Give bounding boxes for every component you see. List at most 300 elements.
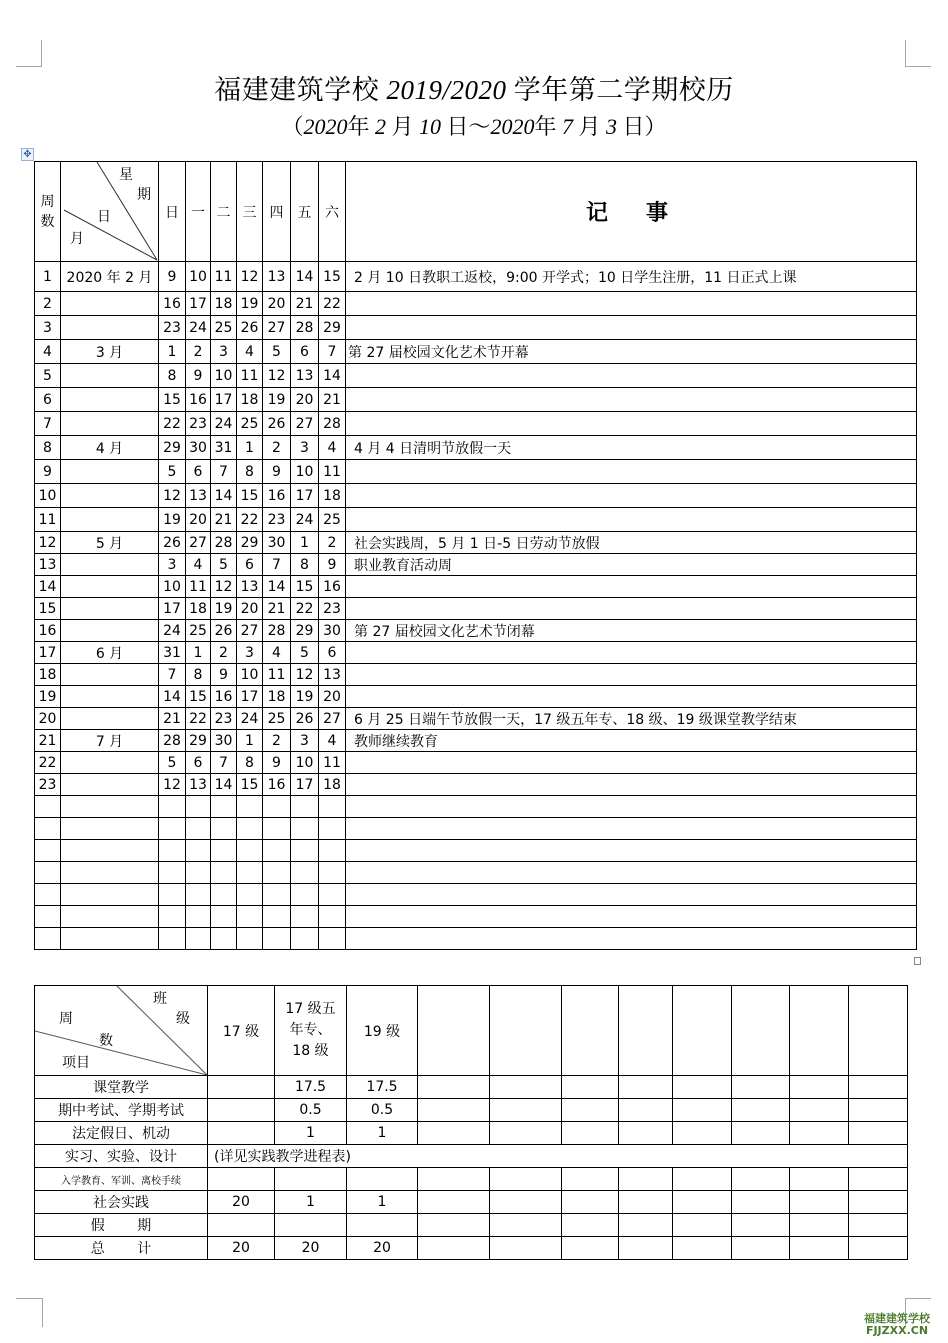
calendar-week-row — [35, 576, 917, 598]
month-cell — [61, 508, 159, 532]
calendar-blank-row — [35, 928, 917, 950]
month-cell — [61, 388, 159, 412]
day-cell: 22 — [291, 598, 319, 620]
day-cell: 11 — [319, 752, 346, 774]
summary-value-cell — [347, 1214, 418, 1237]
summary-item-label: 课堂教学 — [35, 1076, 208, 1099]
day-cell: 19 — [291, 686, 319, 708]
week-number-cell: 3 — [35, 316, 61, 340]
diagonal-header-cell — [61, 162, 159, 262]
day-cell: 4 — [319, 436, 346, 460]
four-arrow-move-icon[interactable]: ✥ — [21, 148, 34, 161]
diag-label-ri: 日 — [97, 209, 111, 225]
note-cell — [346, 664, 917, 686]
empty-cell — [211, 840, 237, 862]
summary-value-cell: 17.5 — [347, 1076, 418, 1099]
summary-value-cell — [275, 1168, 347, 1191]
empty-cell — [186, 862, 211, 884]
class-header-line: 17 级五 — [285, 1001, 336, 1017]
summary-value-cell: 0.5 — [347, 1099, 418, 1122]
day-cell: 7 — [159, 664, 186, 686]
empty-cell — [849, 1076, 908, 1099]
page-title — [0, 68, 948, 107]
empty-cell — [159, 796, 186, 818]
empty-cell — [237, 818, 263, 840]
empty-cell — [418, 1237, 490, 1260]
day-cell: 5 — [211, 554, 237, 576]
empty-cell — [790, 1237, 849, 1260]
calendar-week-row — [35, 388, 917, 412]
calendar-blank-row — [35, 884, 917, 906]
day-cell: 22 — [319, 292, 346, 316]
summary-item-label: 总 计 — [35, 1237, 208, 1260]
day-cell: 6 — [237, 554, 263, 576]
day-cell: 29 — [291, 620, 319, 642]
calendar-week-row — [35, 642, 917, 664]
empty-cell — [346, 884, 917, 906]
empty-cell — [263, 840, 291, 862]
day-cell: 23 — [211, 708, 237, 730]
day-cell: 13 — [263, 262, 291, 292]
week-number-cell: 17 — [35, 642, 61, 664]
day-cell: 12 — [263, 364, 291, 388]
day-cell: 8 — [186, 664, 211, 686]
empty-cell — [562, 1099, 619, 1122]
empty-cell — [673, 986, 732, 1076]
diag-label-ji: 级 — [176, 1011, 190, 1027]
empty-cell — [732, 1168, 790, 1191]
note-cell — [346, 316, 917, 340]
summary-row — [35, 1191, 908, 1214]
day-cell: 30 — [263, 532, 291, 554]
empty-cell — [186, 818, 211, 840]
day-cell: 13 — [291, 364, 319, 388]
empty-cell — [849, 1214, 908, 1237]
empty-cell — [790, 1076, 849, 1099]
class-header-line: 18 级 — [292, 1043, 329, 1059]
day-cell: 29 — [319, 316, 346, 340]
empty-cell — [237, 840, 263, 862]
day-cell: 3 — [159, 554, 186, 576]
day-cell: 1 — [237, 436, 263, 460]
day-cell: 11 — [211, 262, 237, 292]
week-number-cell: 10 — [35, 484, 61, 508]
month-cell — [61, 484, 159, 508]
month-cell — [61, 554, 159, 576]
day-cell: 16 — [319, 576, 346, 598]
week-number-cell: 7 — [35, 412, 61, 436]
month-cell: 7 月 — [61, 730, 159, 752]
day-cell: 22 — [237, 508, 263, 532]
day-cell: 20 — [186, 508, 211, 532]
week-number-cell: 11 — [35, 508, 61, 532]
summary-value-cell — [208, 1214, 275, 1237]
calendar-week-row — [35, 340, 917, 364]
day-cell: 15 — [186, 686, 211, 708]
empty-cell — [562, 1214, 619, 1237]
day-cell: 3 — [291, 730, 319, 752]
empty-cell — [159, 840, 186, 862]
day-cell: 15 — [159, 388, 186, 412]
empty-cell — [291, 928, 319, 950]
day-cell: 17 — [237, 686, 263, 708]
empty-cell — [211, 884, 237, 906]
empty-cell — [211, 906, 237, 928]
empty-cell — [35, 862, 61, 884]
summary-value-cell — [208, 1076, 275, 1099]
day-cell: 14 — [211, 774, 237, 796]
summary-value-cell: 20 — [208, 1237, 275, 1260]
empty-cell — [619, 1076, 673, 1099]
note-cell — [346, 774, 917, 796]
day-cell: 30 — [211, 730, 237, 752]
weekday-header: 四 — [263, 162, 291, 262]
note-cell: 6 月 25 日端午节放假一天，17 级五年专、18 级、19 级课堂教学结束 — [346, 708, 917, 730]
empty-cell — [732, 1122, 790, 1145]
empty-cell — [418, 1168, 490, 1191]
summary-value-cell: 1 — [347, 1122, 418, 1145]
empty-cell — [237, 862, 263, 884]
month-cell — [61, 292, 159, 316]
empty-cell — [61, 906, 159, 928]
day-cell: 19 — [237, 292, 263, 316]
empty-cell — [418, 986, 490, 1076]
watermark-logo — [864, 1313, 930, 1337]
day-cell: 8 — [237, 752, 263, 774]
summary-value-cell: 0.5 — [275, 1099, 347, 1122]
subtitle-end-month: 7 — [562, 114, 574, 139]
empty-cell — [319, 840, 346, 862]
day-cell: 13 — [186, 484, 211, 508]
empty-cell — [490, 1168, 562, 1191]
note-cell — [346, 484, 917, 508]
day-cell: 2 — [186, 340, 211, 364]
empty-cell — [186, 840, 211, 862]
day-cell: 4 — [237, 340, 263, 364]
empty-cell — [490, 986, 562, 1076]
day-cell: 6 — [186, 460, 211, 484]
empty-cell — [673, 1076, 732, 1099]
day-cell: 20 — [237, 598, 263, 620]
empty-cell — [186, 884, 211, 906]
day-cell: 5 — [159, 752, 186, 774]
empty-cell — [61, 796, 159, 818]
empty-cell — [418, 1076, 490, 1099]
summary-item-label: 社会实践 — [35, 1191, 208, 1214]
day-cell: 1 — [186, 642, 211, 664]
day-cell: 25 — [263, 708, 291, 730]
empty-cell — [159, 884, 186, 906]
note-cell — [346, 388, 917, 412]
note-cell: 教师继续教育 — [346, 730, 917, 752]
empty-cell — [237, 796, 263, 818]
note-cell: 职业教育活动周 — [346, 554, 917, 576]
day-cell: 30 — [186, 436, 211, 460]
empty-cell — [159, 906, 186, 928]
crop-mark-top-right — [905, 40, 931, 67]
calendar-week-row — [35, 598, 917, 620]
week-number-cell: 16 — [35, 620, 61, 642]
calendar-week-row — [35, 436, 917, 460]
empty-cell — [237, 906, 263, 928]
day-cell: 9 — [211, 664, 237, 686]
empty-cell — [35, 928, 61, 950]
class-header-17: 17 级 — [208, 986, 275, 1076]
week-number-cell: 18 — [35, 664, 61, 686]
day-cell: 1 — [159, 340, 186, 364]
empty-cell — [263, 906, 291, 928]
empty-cell — [490, 1076, 562, 1099]
month-cell — [61, 412, 159, 436]
empty-cell — [237, 928, 263, 950]
empty-cell — [619, 1099, 673, 1122]
note-cell — [346, 412, 917, 436]
day-cell: 21 — [319, 388, 346, 412]
title-years: 2019/2020 — [386, 75, 507, 105]
weekday-header: 日 — [159, 162, 186, 262]
day-cell: 21 — [263, 598, 291, 620]
day-cell: 17 — [186, 292, 211, 316]
calendar-week-row — [35, 484, 917, 508]
note-cell — [346, 576, 917, 598]
day-cell: 21 — [211, 508, 237, 532]
day-cell: 28 — [263, 620, 291, 642]
week-number-cell: 19 — [35, 686, 61, 708]
day-cell: 23 — [263, 508, 291, 532]
empty-cell — [211, 862, 237, 884]
empty-cell — [35, 796, 61, 818]
week-number-cell: 1 — [35, 262, 61, 292]
day-cell: 3 — [291, 436, 319, 460]
day-cell: 10 — [291, 752, 319, 774]
calendar-week-row — [35, 460, 917, 484]
week-number-cell: 14 — [35, 576, 61, 598]
empty-cell — [562, 986, 619, 1076]
empty-cell — [619, 1122, 673, 1145]
day-cell: 16 — [263, 484, 291, 508]
day-cell: 8 — [291, 554, 319, 576]
summary-value-cell — [208, 1099, 275, 1122]
empty-cell — [159, 818, 186, 840]
summary-value-cell: 20 — [347, 1237, 418, 1260]
month-cell — [61, 708, 159, 730]
day-cell: 13 — [186, 774, 211, 796]
day-cell: 12 — [211, 576, 237, 598]
day-cell: 7 — [211, 752, 237, 774]
day-cell: 27 — [319, 708, 346, 730]
empty-cell — [790, 1099, 849, 1122]
summary-header-row — [35, 986, 908, 1076]
subtitle-end-day: 3 — [606, 114, 618, 139]
day-cell: 12 — [291, 664, 319, 686]
day-cell: 26 — [291, 708, 319, 730]
day-cell: 23 — [319, 598, 346, 620]
day-cell: 25 — [319, 508, 346, 532]
empty-cell — [562, 1191, 619, 1214]
summary-item-label: 入学教育、军训、离校手续 — [35, 1168, 208, 1191]
calendar-week-row — [35, 364, 917, 388]
empty-cell — [186, 928, 211, 950]
day-cell: 8 — [159, 364, 186, 388]
day-cell: 17 — [291, 484, 319, 508]
calendar-blank-row — [35, 818, 917, 840]
day-cell: 10 — [237, 664, 263, 686]
day-cell: 15 — [291, 576, 319, 598]
empty-cell — [291, 884, 319, 906]
month-cell — [61, 620, 159, 642]
empty-cell — [619, 986, 673, 1076]
day-cell: 20 — [291, 388, 319, 412]
subtitle-start-year: 2020 — [303, 114, 348, 139]
day-cell: 29 — [159, 436, 186, 460]
summary-row — [35, 1099, 908, 1122]
day-cell: 26 — [263, 412, 291, 436]
summary-diagonal-header — [35, 986, 208, 1076]
calendar-week-row — [35, 708, 917, 730]
day-cell: 28 — [211, 532, 237, 554]
week-number-cell: 9 — [35, 460, 61, 484]
empty-cell — [790, 986, 849, 1076]
empty-cell — [61, 818, 159, 840]
summary-value-cell: 1 — [347, 1191, 418, 1214]
empty-cell — [418, 1214, 490, 1237]
empty-cell — [849, 1099, 908, 1122]
calendar-week-row — [35, 730, 917, 752]
calendar-week-row — [35, 752, 917, 774]
subtitle-month-unit: 月 — [573, 114, 607, 139]
summary-row — [35, 1076, 908, 1099]
summary-item-label: 实习、实验、设计 — [35, 1145, 208, 1168]
empty-cell — [418, 1191, 490, 1214]
summary-value-cell — [208, 1122, 275, 1145]
calendar-week-row — [35, 292, 917, 316]
note-cell — [346, 642, 917, 664]
summary-value-cell: 17.5 — [275, 1076, 347, 1099]
summary-value-cell: 20 — [208, 1191, 275, 1214]
empty-cell — [186, 796, 211, 818]
day-cell: 26 — [159, 532, 186, 554]
week-number-cell: 23 — [35, 774, 61, 796]
empty-cell — [790, 1168, 849, 1191]
diag-label-star: 星 — [119, 167, 133, 183]
empty-cell — [346, 862, 917, 884]
day-cell: 10 — [159, 576, 186, 598]
summary-item-label: 期中考试、学期考试 — [35, 1099, 208, 1122]
empty-cell — [159, 928, 186, 950]
day-cell: 24 — [159, 620, 186, 642]
month-cell — [61, 686, 159, 708]
day-cell: 7 — [319, 340, 346, 364]
subtitle-day-unit: 日～ — [440, 114, 491, 139]
day-cell: 12 — [159, 484, 186, 508]
calendar-blank-row — [35, 796, 917, 818]
summary-item-label: 假 期 — [35, 1214, 208, 1237]
empty-cell — [35, 840, 61, 862]
empty-cell — [263, 928, 291, 950]
day-cell: 28 — [319, 412, 346, 436]
month-cell: 2020 年 2 月 — [61, 262, 159, 292]
day-cell: 18 — [319, 484, 346, 508]
week-number-cell: 6 — [35, 388, 61, 412]
empty-cell — [562, 1122, 619, 1145]
day-cell: 18 — [211, 292, 237, 316]
weekday-header: 五 — [291, 162, 319, 262]
calendar-week-row — [35, 774, 917, 796]
day-cell: 13 — [237, 576, 263, 598]
calendar-blank-row — [35, 906, 917, 928]
day-cell: 1 — [291, 532, 319, 554]
empty-cell — [319, 884, 346, 906]
calendar-week-row — [35, 664, 917, 686]
resize-square-icon[interactable] — [914, 957, 921, 965]
summary-row — [35, 1237, 908, 1260]
empty-cell — [211, 796, 237, 818]
day-cell: 1 — [237, 730, 263, 752]
week-number-cell: 5 — [35, 364, 61, 388]
month-cell: 4 月 — [61, 436, 159, 460]
day-cell: 4 — [263, 642, 291, 664]
empty-cell — [319, 906, 346, 928]
month-cell — [61, 316, 159, 340]
weekday-header: 三 — [237, 162, 263, 262]
calendar-table — [34, 161, 917, 950]
month-cell — [61, 460, 159, 484]
note-cell: 2 月 10 日教职工返校，9:00 开学式；10 日学生注册，11 日正式上课 — [346, 262, 917, 292]
month-cell — [61, 364, 159, 388]
note-cell: 第 27 届校园文化艺术节闭幕 — [346, 620, 917, 642]
day-cell: 27 — [291, 412, 319, 436]
summary-value-cell — [275, 1214, 347, 1237]
day-cell: 18 — [237, 388, 263, 412]
day-cell: 25 — [211, 316, 237, 340]
empty-cell — [319, 862, 346, 884]
day-cell: 9 — [186, 364, 211, 388]
calendar-week-row — [35, 508, 917, 532]
empty-cell — [291, 906, 319, 928]
summary-value-cell — [208, 1168, 275, 1191]
day-cell: 5 — [263, 340, 291, 364]
day-cell: 28 — [291, 316, 319, 340]
day-cell: 23 — [159, 316, 186, 340]
subtitle-start-day: 10 — [418, 114, 441, 139]
day-cell: 24 — [211, 412, 237, 436]
title-term: 学年第二学期校历 — [506, 75, 734, 105]
empty-cell — [732, 1076, 790, 1099]
day-cell: 17 — [291, 774, 319, 796]
week-number-cell: 8 — [35, 436, 61, 460]
day-cell: 23 — [186, 412, 211, 436]
summary-value-cell: 1 — [275, 1191, 347, 1214]
day-cell: 31 — [211, 436, 237, 460]
day-cell: 11 — [319, 460, 346, 484]
empty-cell — [673, 1122, 732, 1145]
diag-label-ban: 班 — [153, 991, 167, 1007]
calendar-blank-row — [35, 862, 917, 884]
empty-cell — [619, 1237, 673, 1260]
day-cell: 24 — [291, 508, 319, 532]
day-cell: 24 — [186, 316, 211, 340]
day-cell: 11 — [237, 364, 263, 388]
empty-cell — [562, 1076, 619, 1099]
day-cell: 17 — [211, 388, 237, 412]
day-cell: 27 — [186, 532, 211, 554]
calendar-week-row — [35, 262, 917, 292]
title-school: 福建建筑学校 — [214, 75, 387, 105]
day-cell: 15 — [237, 774, 263, 796]
month-cell — [61, 664, 159, 686]
empty-cell — [186, 906, 211, 928]
empty-cell — [346, 818, 917, 840]
